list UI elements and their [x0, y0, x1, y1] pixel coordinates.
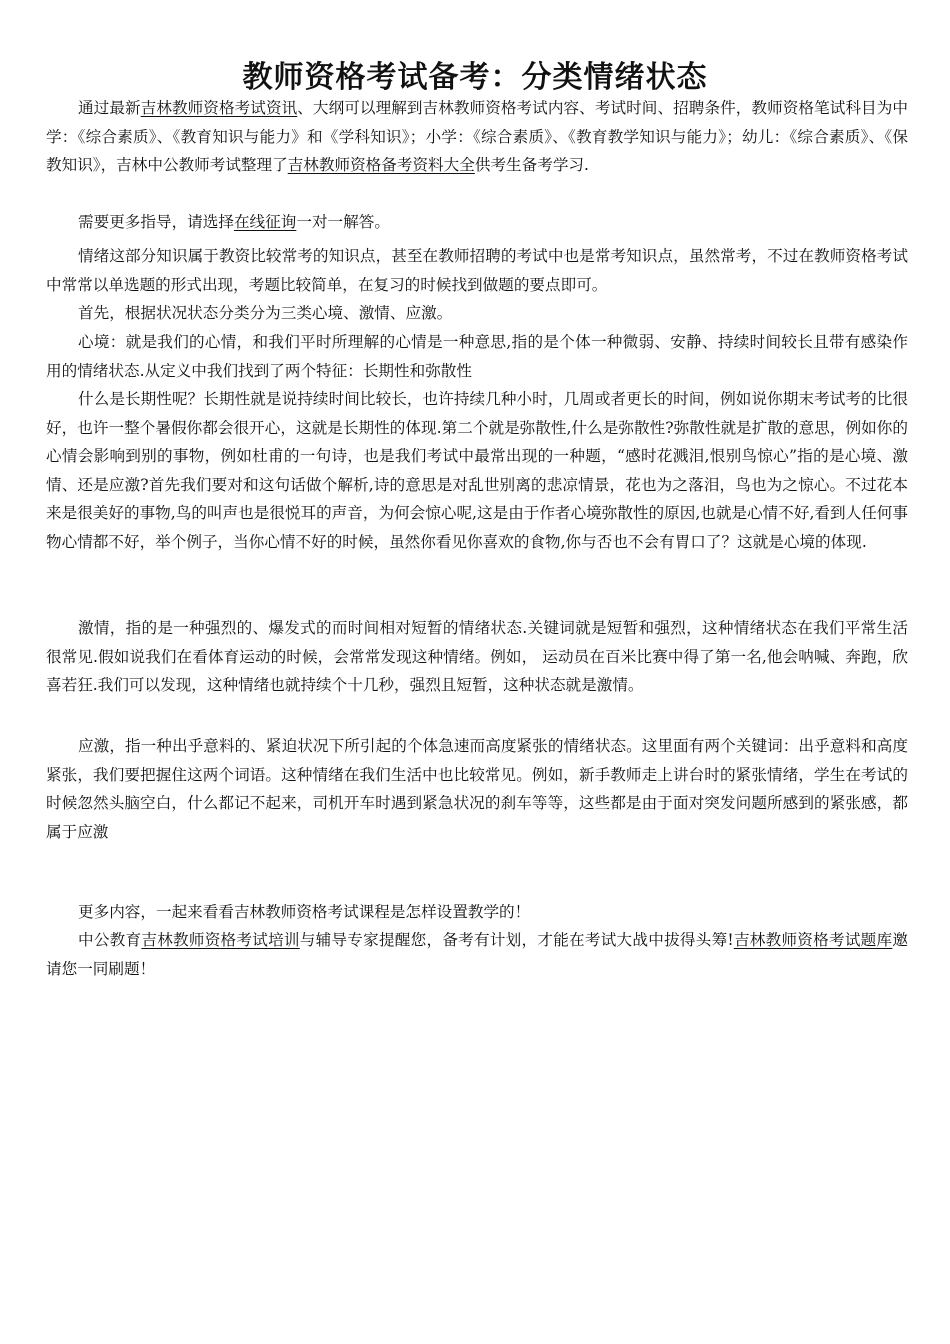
page-title: 教师资格考试备考：分类情绪状态 — [242, 60, 708, 95]
body-paragraph-1: 情绪这部分知识属于教资比较常考的知识点，甚至在教师招聘的考试中也是常考知识点，虽然常考，不过在教师资格考试中常常以单选题的形式出现，考题比较简单，在复习的时候找到做题的要点即可。 — [46, 247, 908, 294]
link-prep-materials[interactable]: 吉林教师资格备考资料大全 — [287, 156, 475, 175]
body-paragraph-2: 首先，根据状况状态分类分为三类心境、激情、应激。 — [78, 304, 453, 322]
link-exam-news[interactable]: 吉林教师资格考试资讯 — [140, 99, 298, 117]
closing-text-1: 中公教育 — [78, 931, 142, 949]
intro-text-1: 通过最新 — [78, 99, 141, 117]
link-exam-training[interactable]: 吉林教师资格考试培训 — [141, 931, 300, 949]
body-paragraph-4: 什么是长期性呢？长期性就是说持续时间比较长，也许持续几种小时，几周或者更长的时间，例如说你期末考试考的比很好，也许一整个暑假你都会很开心，这就是长期性的体现.第二个就是弥散性,什么是弥散性?弥散性就是扩散的意思，例如你的心情会影响到别的事物，例如杜甫的一句诗，也是我们考试中最常出现的一种题，“感时花溅泪,恨别鸟惊心”指的是心境、激情、还是应激?首先我们要对和这句话做个解析,诗的意思是对乱世别离的悲凉情景，花也为之落泪，鸟也为之惊心。不过花本来是很美好的事物,鸟的叫声也是很悦耳的声音，为何会惊心呢,这是由于作者心境弥散性的原因,也就是心情不好,看到人任何事物心情都不好，举个例子，当你心情不好的时候，虽然你看见你喜欢的食物,你与否也不会有胃口了？这就是心境的体现. — [46, 390, 908, 551]
body-paragraph-5: 激情，指的是一种强烈的、爆发式的而时间相对短暂的情绪状态.关键词就是短暂和强烈，这种情绪状态在我们平常生活很常见.假如说我们在看体育运动的时候，会常常发现这种情绪。例如， 运动员在百米比赛中得了第一名,他会呐喊、奔跑，欣喜若狂.我们可以发现，这种情绪也就持续个十几秒，强烈且短暂，这种状态就是激情。 — [46, 619, 908, 695]
link-online-consult[interactable]: 在线征询 — [233, 213, 297, 231]
body-paragraph-6: 应激，指一种出乎意料的、紧迫状况下所引起的个体急速而高度紧张的情绪状态。这里面有两个关键词：出乎意料和高度紧张，我们要把握住这两个词语。这种情绪在我们生活中也比较常见。例如，新手教师走上讲台时的紧张情绪，学生在考试的时候忽然头脑空白，什么都记不起来，司机开车时遇到紧急状况的刹车等等，这些都是由于面对突发问题所感到的紧张感，都属于应激 — [46, 737, 908, 841]
intro-paragraph — [46, 94, 908, 180]
more-content-line: 更多内容，一起来看看吉林教师资格考试课程是怎样设置教学的！ — [78, 903, 531, 921]
closing-paragraph — [46, 926, 908, 983]
intro-text-2: 、大纲可以理解到吉林教师资格考试内容、考试时间、招聘条件，教师资格笔试科目为中学：《综合素质》、《教育知识与能力》和《学科知识》；小学：《综合素质》、《教育教学知识与能力》；幼儿：《综合素质》、《保教知识》，吉林中公教师考试整理了 — [46, 99, 908, 175]
guide-paragraph — [46, 208, 908, 237]
guide-text-1: 需要更多指导，请选择 — [78, 213, 234, 231]
closing-text-2: 与辅导专家提醒您，备考有计划，才能在考试大战中拔得头筹! — [299, 931, 734, 949]
closing-text-3: 邀请您一同刷题！ — [46, 931, 908, 978]
body-paragraph-3: 心境：就是我们的心情，和我们平时所理解的心情是一种意思,指的是个体一种微弱、安静、持续时间较长且带有感染作用的情绪状态.从定义中我们找到了两个特征：长期性和弥散性 — [46, 333, 908, 380]
intro-text-3: 供考生备考学习. — [474, 156, 589, 175]
link-question-bank[interactable]: 吉林教师资格考试题库 — [733, 931, 893, 949]
guide-text-2: 一对一解答。 — [296, 213, 390, 231]
